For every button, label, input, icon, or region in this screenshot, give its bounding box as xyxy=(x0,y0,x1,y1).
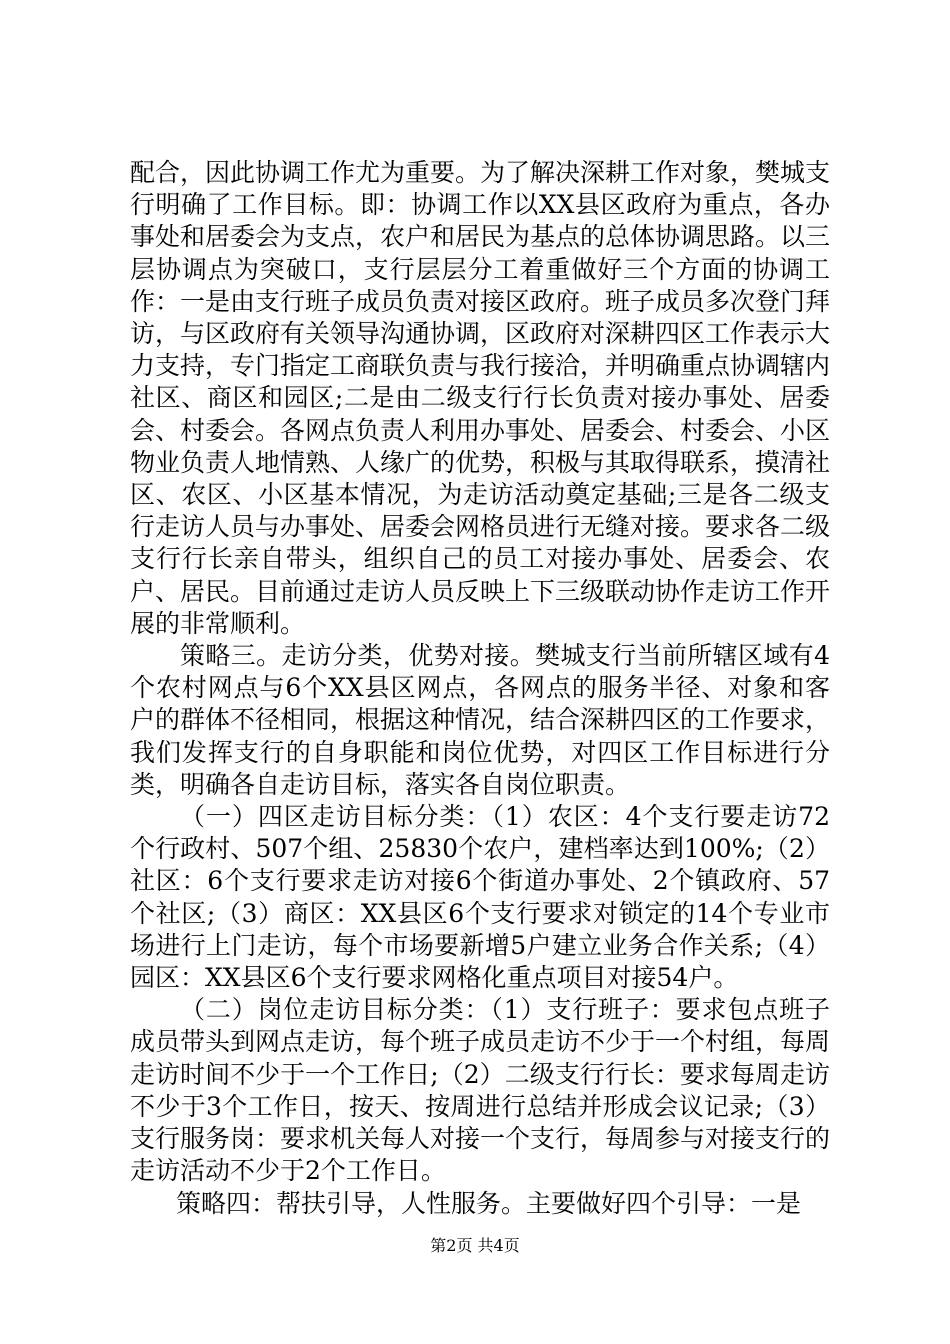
page-number-label: 第2页 共4页 xyxy=(430,1236,520,1255)
paragraph-four-district-targets: （一）四区走访目标分类：（1）农区：4个支行要走访72个行政村、507个组、25830个农户，建档率达到100%;（2）社区：6个支行要求走访对接6个街道办事处、2个镇政府、57个社区;（3）商区：XX县区6个支行要求对锁定的14个专业市场进行上门走访，每个市场要新增5户建立业务合作关系;（4）园区：XX县区6个支行要求网格化重点项目对接54户。 xyxy=(130,802,830,993)
paragraph-coordination: 配合，因此协调工作尤为重要。为了解决深耕工作对象，樊城支行明确了工作目标。即：协调工作以XX县区政府为重点，各办事处和居委会为支点，农户和居民为基点的总体协调思路。以三层协调点为突破口，支行层层分工着重做好三个方面的协调工作：一是由支行班子成员负责对接区政府。班子成员多次登门拜访，与区政府有关领导沟通协调，区政府对深耕四区工作表示大力支持，专门指定工商联负责与我行接洽，并明确重点协调辖内社区、商区和园区;二是由二级支行行长负责对接办事处、居委会、村委会。各网点负责人利用办事处、居委会、村委会、小区物业负责人地情熟、人缘广的优势，积极与其取得联系，摸清社区、农区、小区基本情况，为走访活动奠定基础;三是各二级支行走访人员与办事处、居委会网格员进行无缝对接。要求各二级支行行长亲自带头，组织自己的员工对接办事处、居委会、农户、居民。目前通过走访人员反映上下三级联动协作走访工作开展的非常顺利。 xyxy=(130,158,831,638)
document-body xyxy=(130,157,830,1220)
paragraph-strategy-four: 策略四：帮扶引导，人性服务。主要做好四个引导：一是 xyxy=(176,1188,802,1218)
paragraph-strategy-three: 策略三。走访分类，优势对接。樊城支行当前所辖区域有4个农村网点与6个XX县区网点，各网点的服务半径、对象和客户的群体不径相同，根据这种情况，结合深耕四区的工作要求，我们发挥支行的自身职能和岗位优势，对四区工作目标进行分类，明确各自走访目标，落实各自岗位职责。 xyxy=(130,641,831,799)
page-footer xyxy=(0,1236,950,1256)
paragraph-position-targets: （二）岗位走访目标分类：（1）支行班子：要求包点班子成员带头到网点走访，每个班子成员走访不少于一个村组，每周走访时间不少于一个工作日;（2）二级支行行长：要求每周走访不少于3个工作日，按天、按周进行总结并形成会议记录;（3）支行服务岗：要求机关每人对接一个支行，每周参与对接支行的走访活动不少于2个工作日。 xyxy=(130,995,831,1186)
